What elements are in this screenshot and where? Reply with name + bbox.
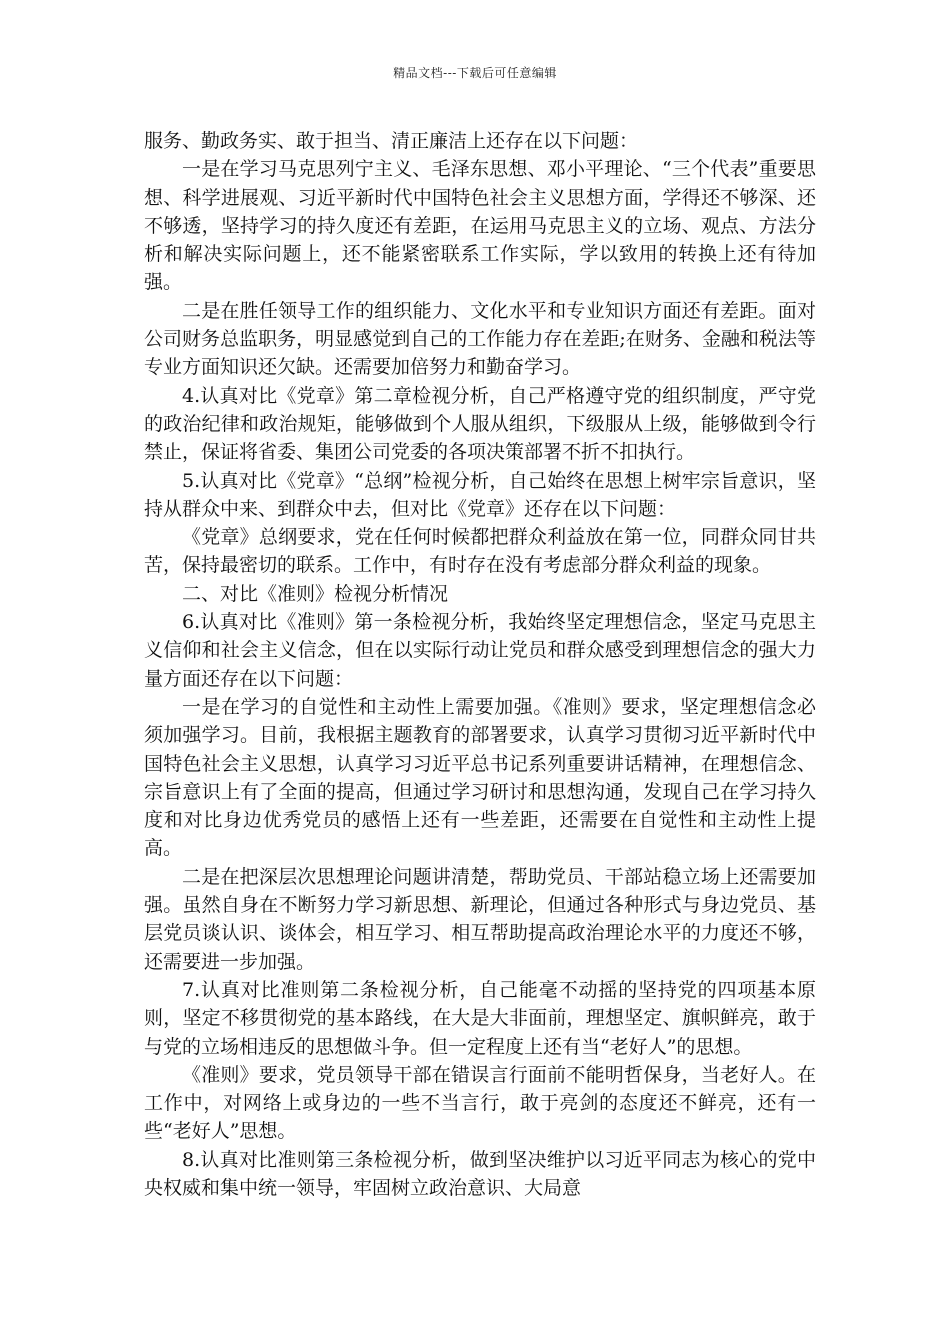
document-body — [144, 127, 816, 1202]
paragraph: 4.认真对比《党章》第二章检视分析，自己严格遵守党的组织制度，严守党的政治纪律和政治规矩，能够做到个人服从组织，下级服从上级，能够做到令行禁止，保证将省委、集团公司党委的各项决策部署不折不扣执行。 — [144, 384, 816, 464]
paragraph: 一是在学习的自觉性和主动性上需要加强。《准则》要求，坚定理想信念必须加强学习。目前，我根据主题教育的部署要求，认真学习贯彻习近平新时代中国特色社会主义思想，认真学习习近平总书记系列重要讲话精神，在理想信念、宗旨意识上有了全面的提高，但通过学习研讨和思想沟通，发现自己在学习持久度和对比身边优秀党员的感悟上还有一些差距，还需要在自觉性和主动性上提高。 — [144, 695, 816, 860]
paragraph: 服务、勤政务实、敢于担当、清正廉洁上还存在以下问题： — [144, 130, 639, 152]
paragraph: 二是在胜任领导工作的组织能力、文化水平和专业知识方面还有差距。面对公司财务总监职务，明显感觉到自己的工作能力存在差距;在财务、金融和税法等专业方面知识还欠缺。还需要加倍努力和勤奋学习。 — [144, 299, 816, 379]
paragraph: 《准则》要求，党员领导干部在错误言行面前不能明哲保身，当老好人。在工作中，对网络上或身边的一些不当言行，敢于亮剑的态度还不鲜亮，还有一些“老好人”思想。 — [144, 1063, 816, 1143]
paragraph: 《党章》总纲要求，党在任何时候都把群众利益放在第一位，同群众同甘共苦，保持最密切的联系。工作中，有时存在没有考虑部分群众利益的现象。 — [144, 526, 816, 577]
paragraph: 7.认真对比准则第二条检视分析，自己能毫不动摇的坚持党的四项基本原则，坚定不移贯彻党的基本路线，在大是大非面前，理想坚定、旗帜鲜亮，敢于与党的立场相违反的思想做斗争。但一定程度上还有当“老好人”的思想。 — [144, 978, 816, 1058]
paragraph: 二是在把深层次思想理论问题讲清楚，帮助党员、干部站稳立场上还需要加强。虽然自身在不断努力学习新思想、新理论，但通过各种形式与身边党员、基层党员谈认识、谈体会，相互学习、相互帮助提高政治理论水平的力度还不够，还需要进一步加强。 — [144, 865, 816, 973]
paragraph: 5.认真对比《党章》“总纲”检视分析，自己始终在思想上树牢宗旨意识，坚持从群众中来、到群众中去，但对比《党章》还存在以下问题： — [144, 469, 816, 520]
paragraph: 6.认真对比《准则》第一条检视分析，我始终坚定理想信念，坚定马克思主义信仰和社会主义信念，但在以实际行动让党员和群众感受到理想信念的强大力量方面还存在以下问题： — [144, 611, 816, 690]
section-heading: 二、对比《准则》检视分析情况 — [182, 582, 449, 605]
paragraph: 8.认真对比准则第三条检视分析，做到坚决维护以习近平同志为核心的党中央权威和集中统一领导，牢固树立政治意识、大局意 — [144, 1148, 816, 1199]
page-header: 精品文档---下载后可任意编辑 — [393, 66, 557, 80]
paragraph: 一是在学习马克思列宁主义、毛泽东思想、邓小平理论、“三个代表”重要思想、科学进展观、习近平新时代中国特色社会主义思想方面，学得还不够深、还不够透，坚持学习的持久度还有差距，在运用马克思主义的立场、观点、方法分析和解决实际问题上，还不能紧密联系工作实际，学以致用的转换上还有待加强。 — [144, 158, 816, 294]
